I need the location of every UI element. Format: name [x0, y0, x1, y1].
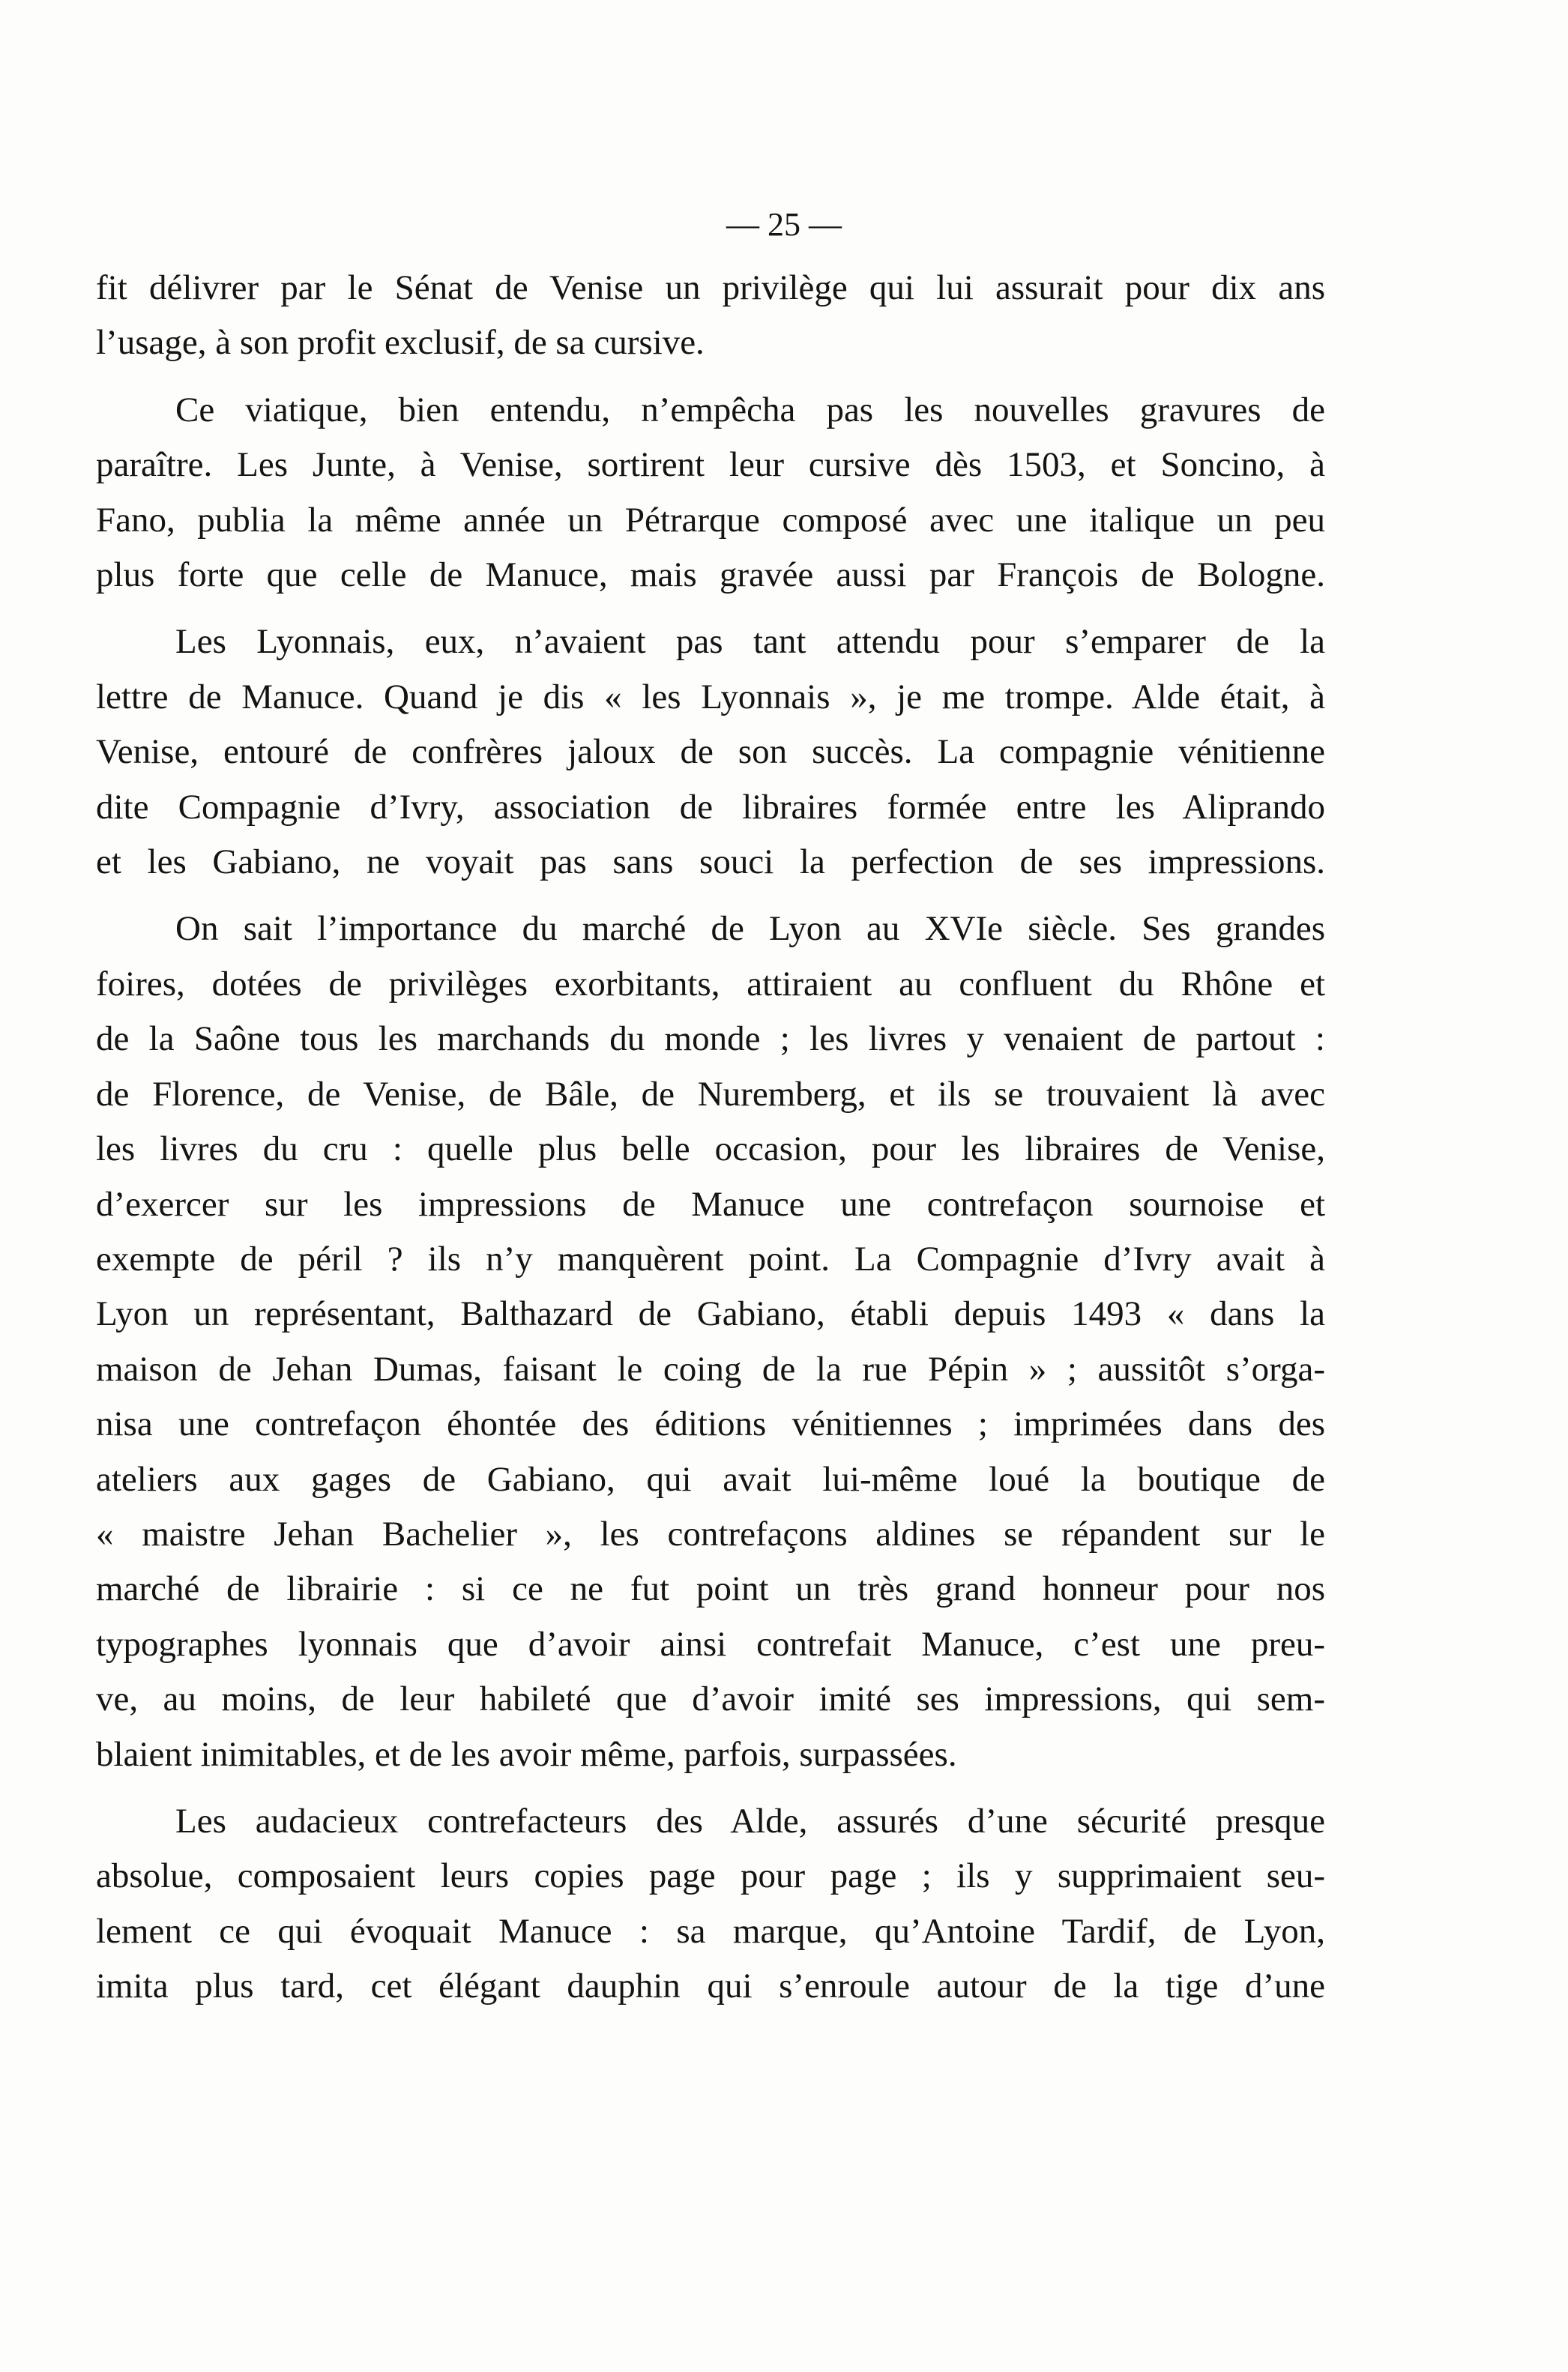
text-line: absolue, composaient leurs copies page pour page ; ils y supprimaient seu- — [96, 1856, 1325, 1896]
text-line: les livres du cru : quelle plus belle occasion, pour les libraires de Venise, — [96, 1129, 1325, 1169]
paragraph-4 — [96, 902, 1325, 1782]
text-line: Les audacieux contrefacteurs des Alde, assurés d’une sécurité presque — [175, 1801, 1325, 1841]
paragraph-1 — [96, 261, 1325, 371]
page-number: — 25 — — [726, 206, 842, 243]
text-line: lettre de Manuce. Quand je dis « les Lyonnais », je me trompe. Alde était, à — [96, 677, 1325, 716]
text-line: nisa une contrefaçon éhontée des éditions vénitiennes ; imprimées dans des — [96, 1404, 1325, 1444]
text-line: dite Compagnie d’Ivry, association de libraires formée entre les Aliprando — [96, 787, 1325, 827]
text-line: l’usage, à son profit exclusif, de sa cursive. — [96, 323, 705, 363]
text-line: exempte de péril ? ils n’y manquèrent point. La Compagnie d’Ivry avait à — [96, 1239, 1325, 1279]
text-line: de Florence, de Venise, de Bâle, de Nuremberg, et ils se trouvaient là avec — [96, 1074, 1325, 1114]
text-line: « maistre Jehan Bachelier », les contrefaçons aldines se répandent sur le — [96, 1514, 1325, 1554]
paragraph-2 — [96, 383, 1325, 603]
paragraph-5 — [96, 1794, 1325, 2015]
text-line: Les Lyonnais, eux, n’avaient pas tant attendu pour s’emparer de la — [175, 622, 1325, 662]
text-line: blaient inimitables, et de les avoir même, parfois, surpassées. — [96, 1734, 957, 1774]
text-line: plus forte que celle de Manuce, mais gravée aussi par François de Bologne. — [96, 555, 1325, 595]
text-line: Fano, publia la même année un Pétrarque composé avec une italique un peu — [96, 500, 1325, 540]
text-line: Lyon un représentant, Balthazard de Gabiano, établi depuis 1493 « dans la — [96, 1294, 1325, 1334]
text-line: ve, au moins, de leur habileté que d’avoir imité ses impressions, qui sem- — [96, 1680, 1325, 1719]
text-line: On sait l’importance du marché de Lyon au XVIe siècle. Ses grandes — [175, 909, 1325, 949]
paragraph-3 — [96, 615, 1325, 890]
text-line: de la Saône tous les marchands du monde ; les livres y venaient de partout : — [96, 1019, 1325, 1059]
text-line: Venise, entouré de confrères jaloux de son succès. La compagnie vénitienne — [96, 732, 1325, 772]
text-line: paraître. Les Junte, à Venise, sortirent leur cursive dès 1503, et Soncino, à — [96, 445, 1325, 485]
text-line: fit délivrer par le Sénat de Venise un privilège qui lui assurait pour dix ans — [96, 268, 1325, 307]
text-line: imita plus tard, cet élégant dauphin qui s’enroule autour de la tige d’une — [96, 1967, 1325, 2006]
text-line: maison de Jehan Dumas, faisant le coing de la rue Pépin » ; aussitôt s’orga- — [96, 1349, 1325, 1389]
text-line: Ce viatique, bien entendu, n’empêcha pas les nouvelles gravures de — [175, 390, 1325, 429]
text-line: foires, dotées de privilèges exorbitants, attiraient au confluent du Rhône et — [96, 964, 1325, 1004]
text-line: marché de librairie : si ce ne fut point un très grand honneur pour nos — [96, 1569, 1325, 1609]
text-line: ateliers aux gages de Gabiano, qui avait lui-même loué la boutique de — [96, 1459, 1325, 1499]
text-line: lement ce qui évoquait Manuce : sa marque, qu’Antoine Tardif, de Lyon, — [96, 1911, 1325, 1951]
body-text — [96, 261, 1325, 2015]
text-line: et les Gabiano, ne voyait pas sans souci la perfection de ses impressions. — [96, 842, 1325, 882]
text-line: typographes lyonnais que d’avoir ainsi contrefait Manuce, c’est une preu- — [96, 1624, 1325, 1664]
text-line: d’exercer sur les impressions de Manuce une contrefaçon sournoise et — [96, 1184, 1325, 1224]
